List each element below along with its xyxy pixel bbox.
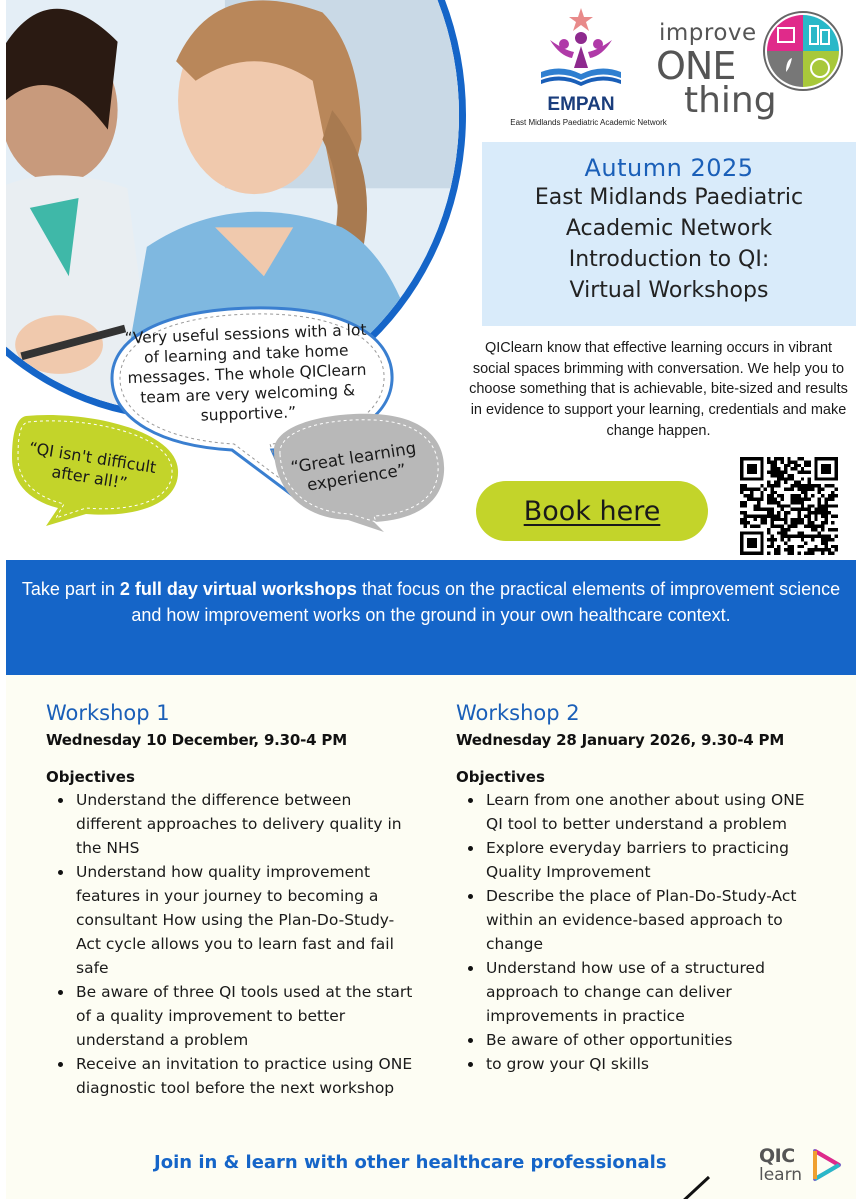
- testimonial-bubble-green: [6, 410, 186, 526]
- objective-item: Be aware of other opportunities: [456, 1028, 826, 1052]
- empan-name: EMPAN: [547, 94, 615, 115]
- learn-word: learn: [759, 1165, 803, 1185]
- objectives-heading: Objectives: [46, 768, 135, 786]
- banner-prefix: Take part in: [21, 579, 120, 599]
- intro-text: QIClearn know that effective learning occurs in vibrant social spaces brimming with conversation. We help you to choose something that is achievable, bite-sized and results in evidence to support your learning, credentials and make change happen.: [469, 340, 848, 439]
- title-line-3: Introduction to QI:: [568, 247, 770, 272]
- workshop-date: Wednesday 10 December, 9.30-4 PM: [46, 731, 347, 749]
- title-panel: [482, 142, 856, 326]
- workshop-1: [46, 701, 416, 1100]
- objective-item: Understand the difference between different approaches to delivery quality in the NHS: [46, 788, 416, 860]
- qiclearn-logo: [759, 1143, 845, 1193]
- empan-logo: [501, 6, 676, 130]
- workshop-title: Workshop 2: [456, 701, 580, 725]
- objectives-list: [456, 788, 826, 1076]
- flyer-page: [6, 0, 856, 1199]
- empan-subtitle: East Midlands Paediatric Academic Network: [510, 118, 667, 127]
- workshop-date: Wednesday 28 January 2026, 9.30-4 PM: [456, 731, 785, 749]
- objectives-heading: Objectives: [456, 768, 545, 786]
- objectives-list: [46, 788, 416, 1100]
- objective-item: Understand how quality improvement features in your journey to becoming a consultant How using the Plan-Do-Study-Act cycle allows you to learn fast and fail safe: [46, 860, 416, 980]
- workshops-section: [6, 675, 856, 1199]
- title-line-2: Academic Network: [565, 216, 773, 241]
- qr-code[interactable]: [740, 457, 838, 555]
- book-here-button[interactable]: Book here: [476, 481, 708, 541]
- improve-one-thing-logo: [656, 10, 846, 130]
- testimonial-grey-text: “Great learning experience”: [289, 438, 418, 495]
- info-banner: [6, 560, 856, 675]
- title-line-4: Virtual Workshops: [569, 278, 769, 303]
- objective-item: Receive an invitation to practice using ONE diagnostic tool before the next workshop: [46, 1052, 416, 1100]
- objective-item: Be aware of three QI tools used at the start of a quality improvement to better understand a problem: [46, 980, 416, 1052]
- footer-tagline: Join in & learn with other healthcare professionals: [154, 1152, 667, 1173]
- workshop-2: [456, 701, 826, 1076]
- title-line-1: East Midlands Paediatric: [534, 185, 804, 210]
- pen-stroke-mark: [671, 1173, 721, 1199]
- testimonial-main-text: “Very useful sessions with a lot of learning and take home messages. The whole QIClearn team are very welcoming & supportive.”: [124, 320, 367, 425]
- one-word: ONE: [656, 44, 736, 88]
- objective-item: Explore everyday barriers to practicing Quality Improvement: [456, 836, 826, 884]
- quadrant-circle-icon: [762, 10, 844, 92]
- objective-item: Describe the place of Plan-Do-Study-Act within an evidence-based approach to change: [456, 884, 826, 956]
- banner-suffix: that focus on the practical elements of improvement science and how improvement works on the ground in your own healthcare context.: [131, 579, 841, 625]
- objective-item: Learn from one another about using ONE QI tool to better understand a problem: [456, 788, 826, 836]
- improve-word: improve: [659, 20, 757, 46]
- thing-word: thing: [684, 80, 777, 121]
- qr-code-graphic: [740, 457, 838, 555]
- empan-book-icon: [536, 6, 626, 90]
- testimonial-bubble-grey: [264, 412, 448, 532]
- qic-word: QIC: [759, 1145, 795, 1167]
- workshop-title: Workshop 1: [46, 701, 170, 725]
- hero-section: [6, 0, 856, 560]
- testimonial-green-text: “QI isn't difficult after all!”: [27, 438, 158, 493]
- objective-item: Understand how use of a structured approach to change can deliver improvements in practice: [456, 956, 826, 1028]
- objective-item: to grow your QI skills: [456, 1052, 826, 1076]
- season-label: Autumn 2025: [584, 154, 754, 182]
- banner-bold: 2 full day virtual workshops: [119, 579, 357, 599]
- play-triangle-icon: [811, 1147, 843, 1183]
